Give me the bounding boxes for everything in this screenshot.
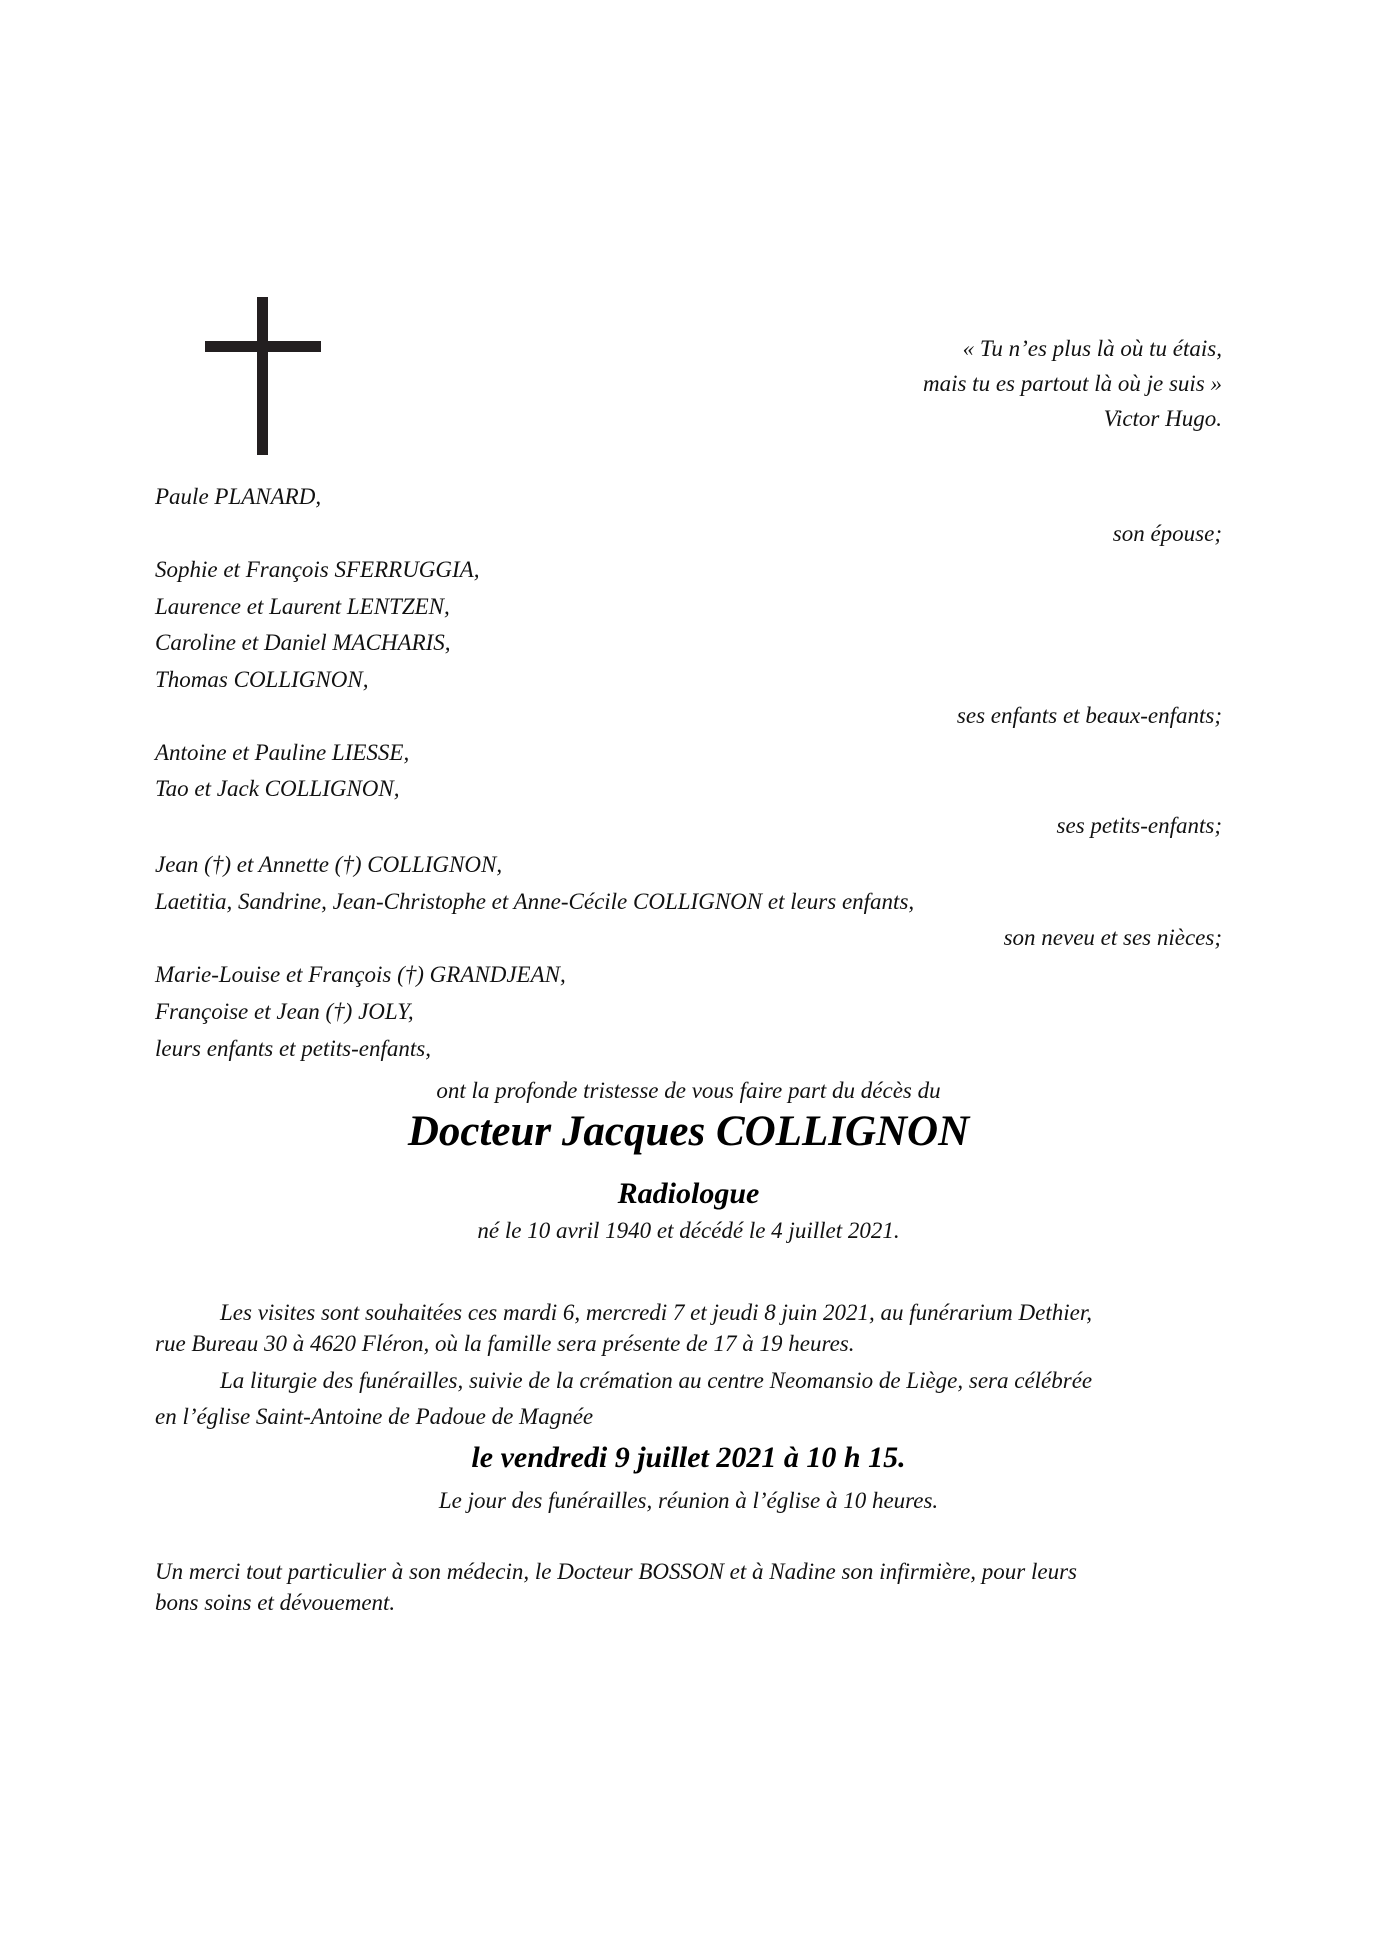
child-name: Sophie et François SFERRUGGIA, xyxy=(155,557,480,582)
quote-line-1: « Tu n’es plus là où tu étais, xyxy=(962,336,1222,361)
nephew-name: Jean (†) et Annette (†) COLLIGNON, xyxy=(155,852,503,877)
visits-line-1: Les visites sont souhaitées ces mardi 6, mercredi 7 et jeudi 8 juin 2021, au funérarium Dethier, xyxy=(220,1300,1092,1325)
child-name: Caroline et Daniel MACHARIS, xyxy=(155,630,451,655)
meeting-info: Le jour des funérailles, réunion à l’église à 10 heures. xyxy=(438,1488,939,1513)
visits-line-2: rue Bureau 30 à 4620 Fléron, où la famille sera présente de 17 à 19 heures. xyxy=(155,1331,855,1356)
thanks-line-1: Un merci tout particulier à son médecin, le Docteur BOSSON et à Nadine son infirmière, pour leurs xyxy=(155,1559,1078,1584)
child-name: Thomas COLLIGNON, xyxy=(155,667,369,692)
relative-name: Marie-Louise et François (†) GRANDJEAN, xyxy=(155,962,566,987)
liturgy-line-2: en l’église Saint-Antoine de Padoue de Magnée xyxy=(155,1404,594,1429)
nephew-name: Laetitia, Sandrine, Jean-Christophe et Anne-Cécile COLLIGNON et leurs enfants, xyxy=(155,889,915,914)
children-relation: ses enfants et beaux-enfants; xyxy=(956,703,1222,728)
ceremony-date: le vendredi 9 juillet 2021 à 10 h 15. xyxy=(471,1441,906,1474)
relative-name: Françoise et Jean (†) JOLY, xyxy=(155,999,414,1024)
thanks-line-2: bons soins et dévouement. xyxy=(155,1590,396,1615)
child-name: Laurence et Laurent LENTZEN, xyxy=(155,594,450,619)
announcement-text: ont la profonde tristesse de vous faire part du décès du xyxy=(436,1078,941,1103)
cross-horizontal-bar xyxy=(205,341,321,352)
deceased-dates: né le 10 avril 1940 et décédé le 4 juillet 2021. xyxy=(477,1218,900,1243)
nephews-relation: son neveu et ses nièces; xyxy=(1003,925,1222,950)
relative-name: leurs enfants et petits-enfants, xyxy=(155,1036,431,1061)
grandchild-name: Antoine et Pauline LIESSE, xyxy=(155,740,410,765)
cross-vertical-bar xyxy=(257,297,268,455)
grandchildren-relation: ses petits-enfants; xyxy=(1056,813,1222,838)
spouse-name: Paule PLANARD, xyxy=(155,484,322,509)
grandchild-name: Tao et Jack COLLIGNON, xyxy=(155,776,400,801)
quote-author: Victor Hugo. xyxy=(1103,406,1222,431)
quote-line-2: mais tu es partout là où je suis » xyxy=(922,371,1222,396)
liturgy-line-1: La liturgie des funérailles, suivie de la crémation au centre Neomansio de Liège, sera célébrée xyxy=(220,1368,1093,1393)
spouse-relation: son épouse; xyxy=(1112,521,1222,546)
deceased-profession: Radiologue xyxy=(617,1177,760,1210)
deceased-name: Docteur Jacques COLLIGNON xyxy=(407,1108,970,1155)
